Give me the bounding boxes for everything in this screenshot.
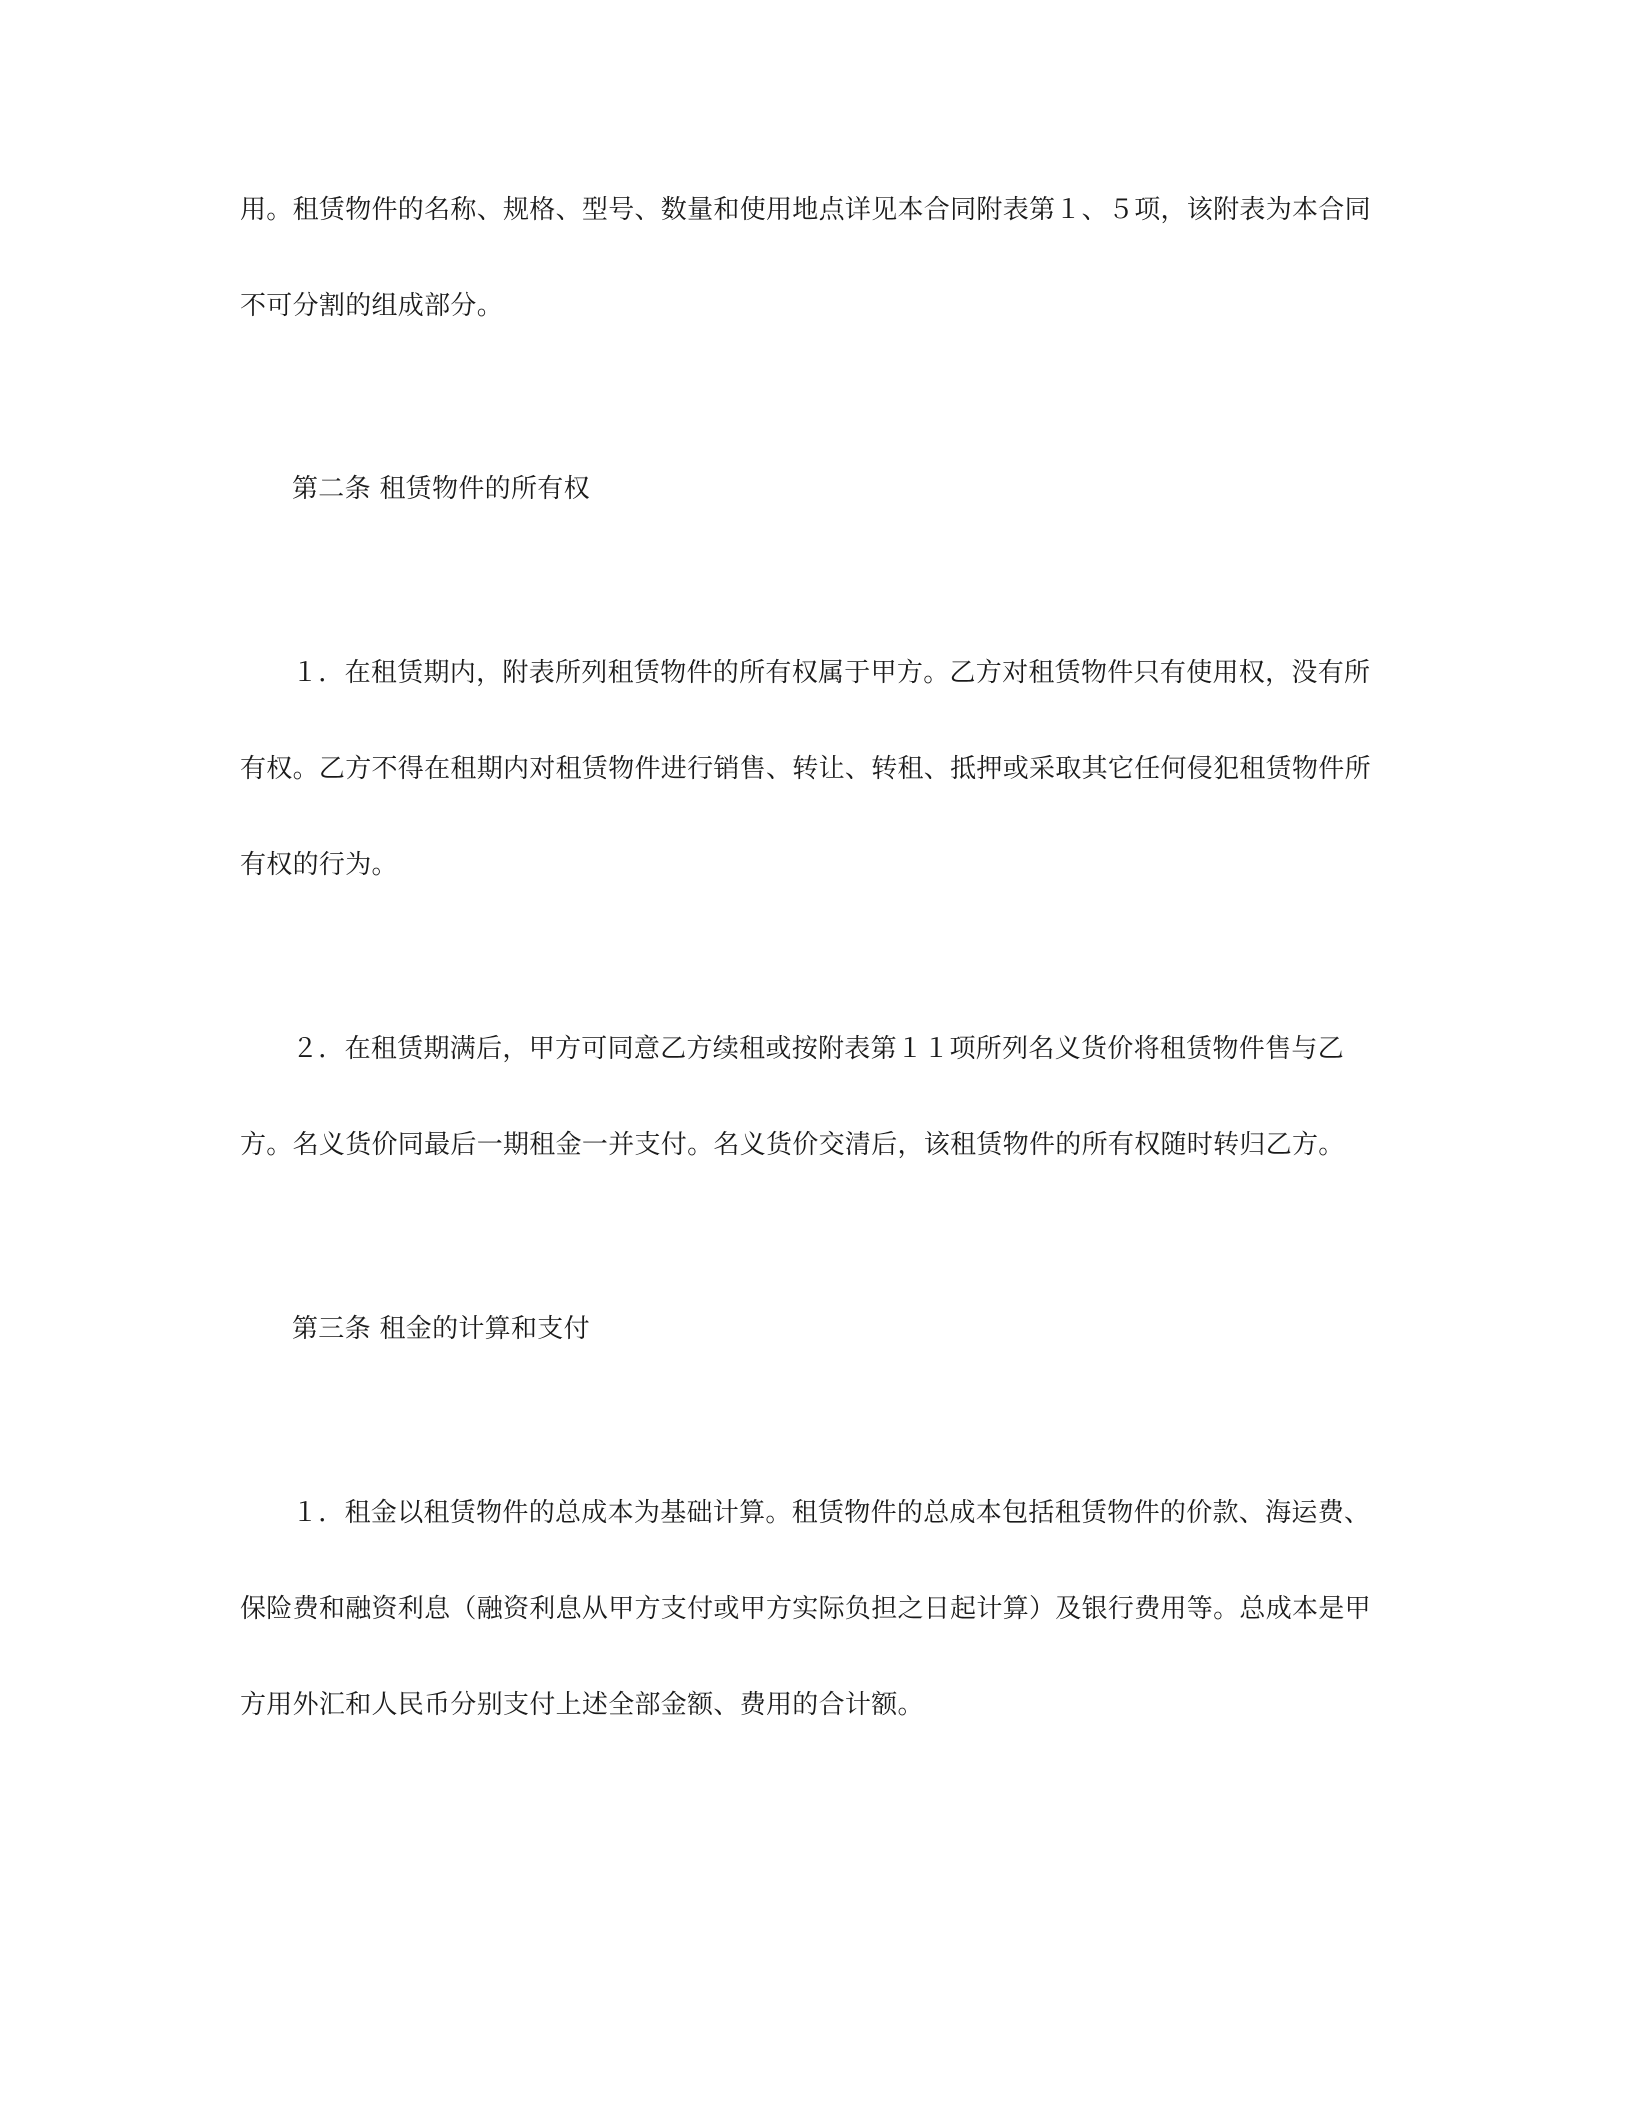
article-2-item-1-line: 有权的行为。	[240, 850, 398, 880]
article-2-item-2-line: ２．在租赁期满后，甲方可同意乙方续租或按附表第１１项所列名义货价将租赁物件售与乙	[292, 1034, 1345, 1064]
article-3-item-1-line: １．租金以租赁物件的总成本为基础计算。租赁物件的总成本包括租赁物件的价款、海运费、	[292, 1498, 1371, 1528]
paragraph-line: 不可分割的组成部分。	[240, 291, 504, 321]
article-3-heading: 第三条 租金的计算和支付	[292, 1314, 590, 1344]
article-2-heading: 第二条 租赁物件的所有权	[292, 474, 590, 504]
article-2-item-1-line: 有权。乙方不得在租期内对租赁物件进行销售、转让、转租、抵押或采取其它任何侵犯租赁物件所	[240, 754, 1371, 784]
article-2-item-2-line: 方。名义货价同最后一期租金一并支付。名义货价交清后，该租赁物件的所有权随时转归乙方。	[240, 1130, 1345, 1160]
article-3-item-1-line: 保险费和融资利息（融资利息从甲方支付或甲方实际负担之日起计算）及银行费用等。总成本是甲	[240, 1594, 1371, 1624]
article-3-item-1-line: 方用外汇和人民币分别支付上述全部金额、费用的合计额。	[240, 1690, 924, 1720]
paragraph-line: 用。租赁物件的名称、规格、型号、数量和使用地点详见本合同附表第１、５项，该附表为本合同	[240, 195, 1371, 225]
article-2-item-1-line: １．在租赁期内，附表所列租赁物件的所有权属于甲方。乙方对租赁物件只有使用权，没有所	[292, 658, 1371, 688]
